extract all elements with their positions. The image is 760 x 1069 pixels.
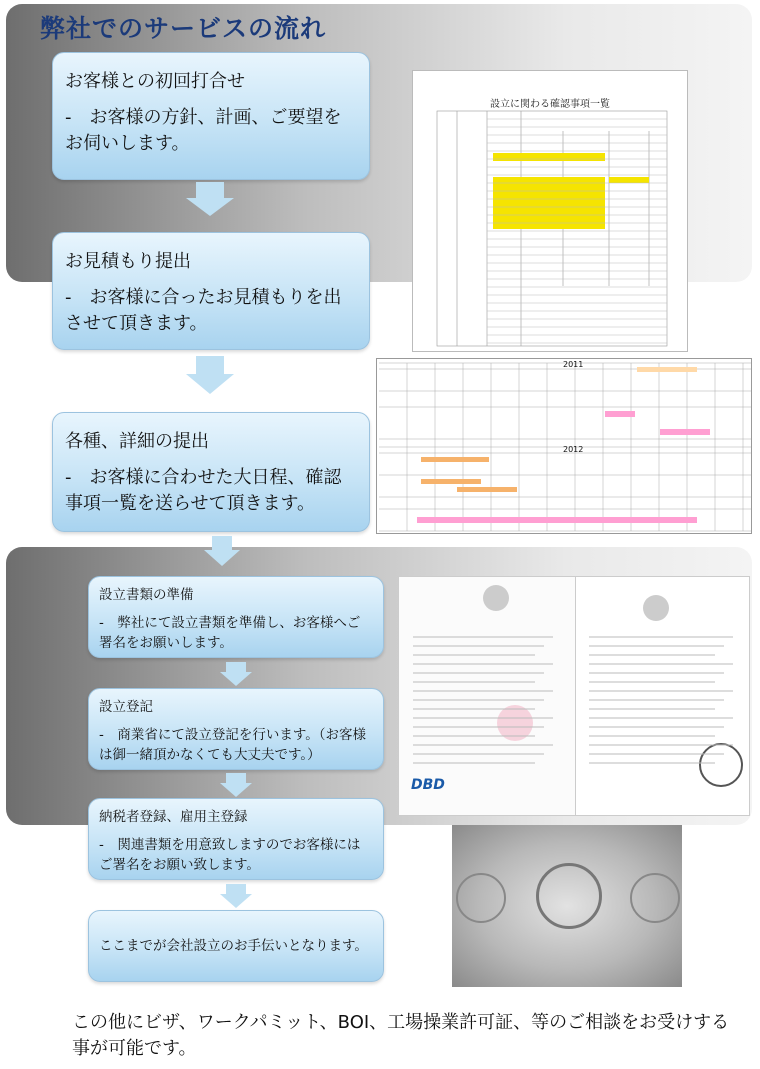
step-description: - 関連書類を用意致しますのでお客様にはご署名をお願い致します。 [99, 837, 361, 873]
step-document-preparation [88, 576, 384, 658]
certificate-text-lines [399, 577, 750, 816]
certificate-seal-icon [536, 863, 602, 929]
schedule-gantt-image [376, 358, 752, 534]
footer-note: この他にビザ、ワークパミット、BOI、工場操業許可証、等のご相談をお受けする事が可能です。 [72, 1012, 730, 1059]
step-registration [88, 688, 384, 770]
tax-certificate-image [452, 825, 682, 987]
schedule-year: 2012 [563, 445, 584, 454]
step-heading: ここまでが会社設立のお手伝いとなります。 [99, 938, 368, 954]
checklist-table-graphic [413, 71, 688, 352]
checklist-title: 設立に関わる確認事項一覧 [490, 99, 610, 110]
checklist-document-image [412, 70, 688, 352]
step-heading: 納税者登録、雇用主登録 [99, 809, 248, 825]
schedule-year: 2011 [563, 360, 584, 369]
step-heading: 各種、詳細の提出 [65, 431, 209, 452]
step-estimate [52, 232, 370, 350]
step-description: - 商業省にて設立登記を行います。（お客様は御一緒頂かなくても大丈夫です。） [99, 727, 367, 763]
step-completion [88, 910, 384, 982]
step-details [52, 412, 370, 532]
registration-certificates-image [398, 576, 750, 816]
step-tax-registration [88, 798, 384, 880]
page-title: 弊社でのサービスの流れ [40, 14, 327, 43]
step-heading: お客様との初回打合せ [65, 71, 245, 92]
rosette-icon [456, 873, 506, 923]
rosette-icon [630, 873, 680, 923]
dbd-logo: DBD [411, 777, 445, 793]
step-heading: 設立登記 [99, 699, 153, 715]
step-heading: 設立書類の準備 [99, 587, 194, 603]
step-heading: お見積もり提出 [65, 251, 191, 272]
step-description: - 弊社にて設立書類を準備し、お客様へご署名をお願いします。 [99, 615, 361, 651]
step-description: - お客様に合ったお見積もりを出させて頂きます。 [65, 287, 342, 334]
step-initial-meeting [52, 52, 370, 180]
step-description: - お客様に合わせた大日程、確認事項一覧を送らせて頂きます。 [65, 467, 342, 514]
step-description: - お客様の方針、計画、ご要望をお伺いします。 [65, 107, 342, 154]
